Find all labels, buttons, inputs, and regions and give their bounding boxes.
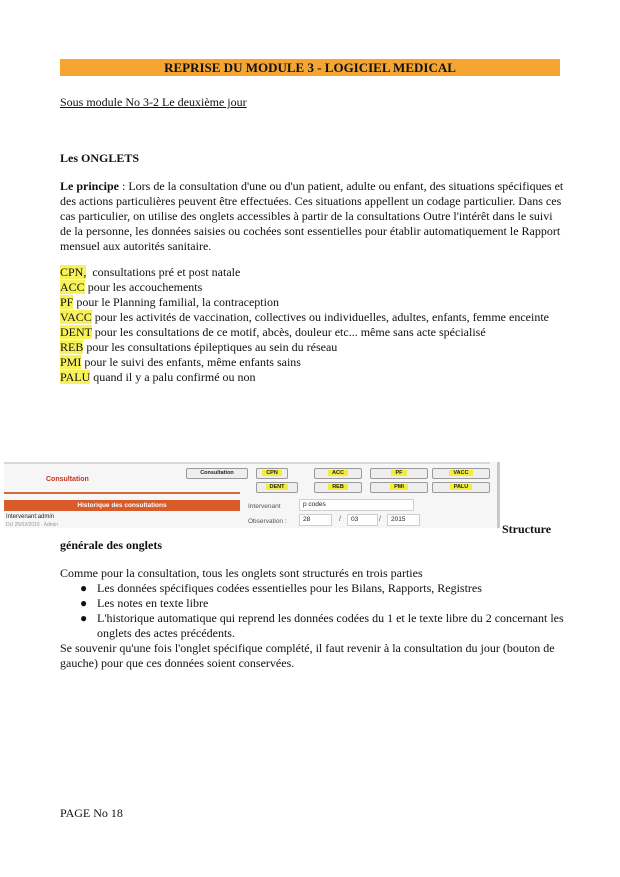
tabs-list [60, 265, 565, 385]
tab-code: PALU [60, 370, 91, 384]
divider [4, 492, 240, 494]
tab-entry-dent [60, 325, 565, 340]
tab-label: REB [328, 484, 348, 490]
tab-entry-cpn [60, 265, 565, 280]
tab-entry-acc [60, 280, 565, 295]
list-item [60, 611, 565, 641]
tab-reb-button[interactable] [314, 482, 362, 493]
structure-title-part2: générale des onglets [60, 538, 162, 552]
tab-cpn-button[interactable] [256, 468, 288, 479]
history-header[interactable]: Historique des consultations [4, 500, 240, 511]
tab-code: VACC [60, 310, 92, 324]
save-reminder: Se souvenir qu'une fois l'onglet spécifique complété, il faut revenir à la consultation du jour (bouton de gauche) pour que ces données soient conservées. [60, 641, 555, 670]
tab-label: PMI [390, 484, 408, 490]
tab-dent-button[interactable] [256, 482, 298, 493]
date-month-field[interactable]: 03 [347, 514, 378, 526]
tab-acc-button[interactable] [314, 468, 362, 479]
list-item [60, 596, 565, 611]
document-title: REPRISE DU MODULE 3 - LOGICIEL MEDICAL [60, 59, 560, 76]
tab-entry-vacc [60, 310, 565, 325]
tab-palu-button[interactable] [432, 482, 490, 493]
divider [4, 462, 490, 464]
structure-title-part1: Structure [502, 522, 552, 536]
structure-intro: Comme pour la consultation, tous les onglets sont structurés en trois parties [60, 566, 423, 580]
tab-code: PMI [60, 355, 82, 369]
tab-code: REB [60, 340, 84, 354]
intervenant-field[interactable]: p codes [299, 499, 414, 511]
date-year-field[interactable]: 2015 [387, 514, 420, 526]
date-separator: / [339, 516, 341, 523]
tab-consultation-button[interactable]: Consultation [186, 468, 248, 479]
tab-desc: pour les accouchements [84, 280, 203, 294]
scrollbar[interactable] [497, 462, 500, 528]
intervenant-label: Intervenant [248, 503, 281, 510]
tab-code: DENT [60, 325, 92, 339]
subtitle: Sous module No 3-2 Le deuxième jour [60, 95, 247, 109]
structure-bullets [60, 581, 565, 641]
tab-label: DENT [266, 484, 289, 490]
tab-desc: quand il y a palu confirmé ou non [90, 370, 256, 384]
tab-desc: pour le suivi des enfants, même enfants sains [81, 355, 301, 369]
tab-label: VACC [449, 470, 472, 476]
history-intervenant: Intervenant:admin [6, 514, 55, 520]
tab-entry-reb [60, 340, 565, 355]
bullet-text: Les données spécifiques codées essentielles pour les Bilans, Rapports, Registres [97, 581, 482, 595]
page-number: PAGE No 18 [60, 806, 123, 820]
tab-label: ACC [328, 470, 348, 476]
tab-pmi-button[interactable] [370, 482, 428, 493]
section-title: Les ONGLETS [60, 151, 140, 165]
observation-label: Observation : [248, 518, 287, 525]
software-screenshot [4, 462, 500, 528]
bullet-icon: ● [80, 611, 88, 625]
tab-entry-palu [60, 370, 565, 385]
tab-label: PF [391, 470, 406, 476]
history-entry[interactable]: DU 25/03/2015 · Admin [6, 522, 58, 528]
date-day-field[interactable]: 28 [299, 514, 332, 526]
tab-desc: pour le Planning familial, la contraception [73, 295, 279, 309]
bullet-text: L'historique automatique qui reprend les données codées du 1 et le texte libre du 2 concernant les onglets des actes précédents. [97, 611, 564, 640]
tab-code: PF [60, 295, 74, 309]
tab-label: PALU [450, 484, 473, 490]
bullet-icon: ● [80, 596, 88, 610]
date-separator: / [379, 516, 381, 523]
principle-text: : Lors de la consultation d'une ou d'un patient, adulte ou enfant, des situations spécifiques et des actions particulières peuvent être effectuées. Ces situations appellent un codage particulier. Dans ces cas particulier, on utilise des onglets accessibles à partir de la consultations Outre l'intérêt dans le suivi de la personne, les données saisies ou cochées sont essentielles pour établir automatiquement le Rapport mensuel aux autorités sanitaire. [60, 179, 564, 253]
tab-desc: pour les consultations épileptiques au sein du réseau [83, 340, 338, 354]
tab-code: ACC [60, 280, 85, 294]
bullet-icon: ● [80, 581, 88, 595]
tab-entry-pmi [60, 355, 565, 370]
principle-label: Le principe [60, 179, 119, 193]
consultation-title: Consultation [46, 476, 89, 483]
tab-vacc-button[interactable] [432, 468, 490, 479]
tab-desc: pour les consultations de ce motif, abcès, douleur etc... même sans acte spécialisé [91, 325, 486, 339]
list-item [60, 581, 565, 596]
tab-label: CPN [262, 470, 282, 476]
tab-desc: consultations pré et post natale [86, 265, 241, 279]
tab-entry-pf [60, 295, 565, 310]
principle-paragraph [60, 179, 565, 254]
tab-code: CPN, [60, 265, 87, 279]
tab-pf-button[interactable] [370, 468, 428, 479]
bullet-text: Les notes en texte libre [97, 596, 209, 610]
tab-desc: pour les activités de vaccination, collectives ou individuelles, adultes, enfants, femme enceinte [91, 310, 549, 324]
